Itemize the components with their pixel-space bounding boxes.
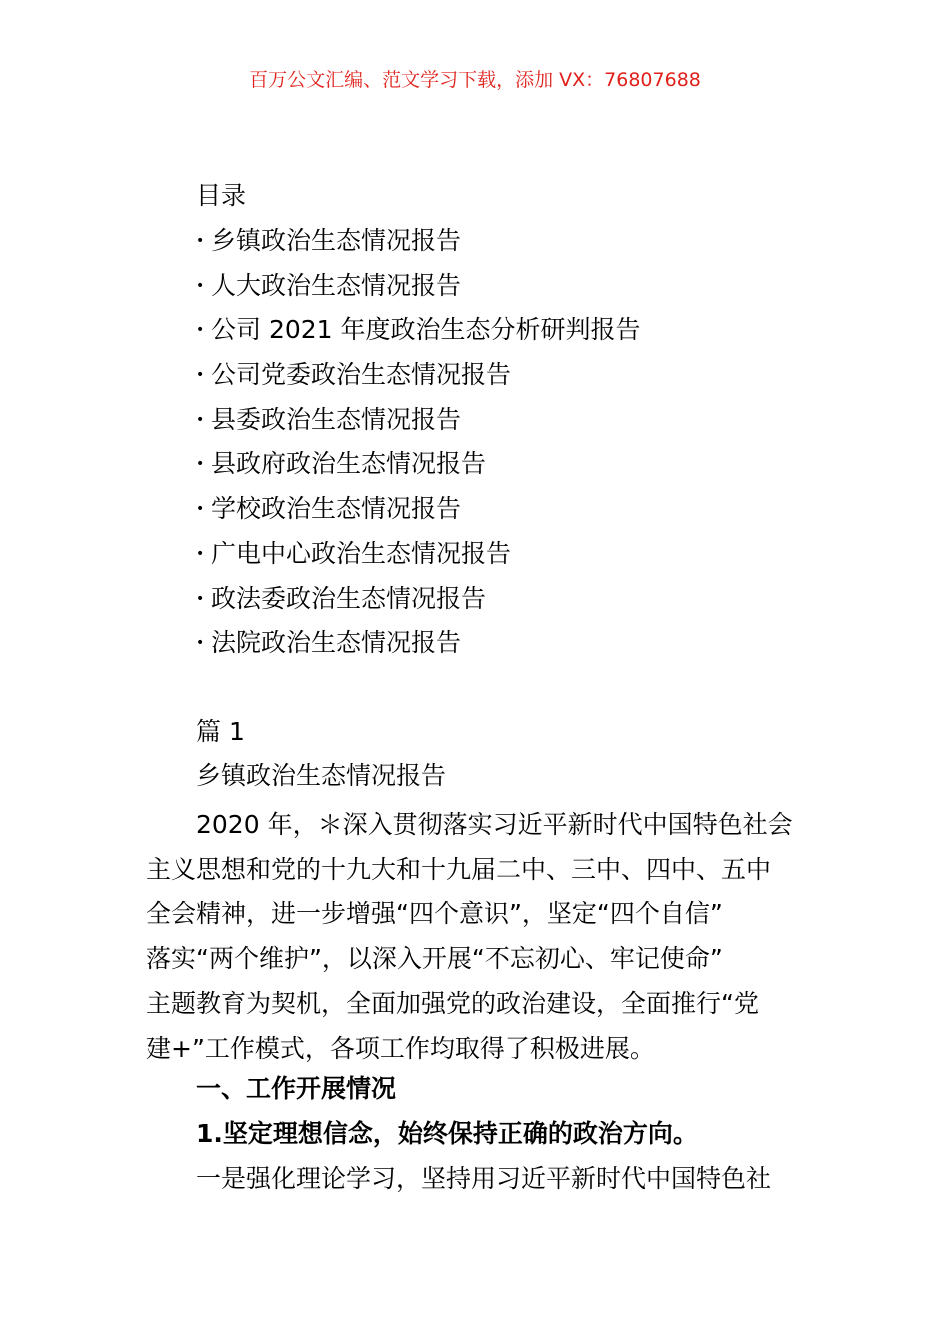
toc-item-label: 政法委政治生态情况报告	[211, 583, 487, 613]
watermark-header: 百万公文汇编、范文学习下载，添加 VX：76807688	[249, 69, 701, 91]
toc-item-label: 学校政治生态情况报告	[211, 494, 462, 524]
table-of-contents	[196, 223, 641, 670]
toc-item	[196, 268, 641, 313]
paragraph-line: 2020 年，＊深入贯彻落实习近平新时代中国特色社会	[196, 810, 793, 839]
paragraph-start: 一是强化理论学习，坚持用习近平新时代中国特色社	[196, 1164, 772, 1193]
paragraph-line: 主题教育为契机，全面加强党的政治建设，全面推行“党	[146, 988, 759, 1018]
toc-item-label: 县政府政治生态情况报告	[211, 449, 487, 479]
intro-paragraph	[146, 803, 810, 1071]
bullet-icon: •	[196, 456, 205, 473]
toc-item	[196, 223, 641, 268]
toc-item-label: 广电中心政治生态情况报告	[211, 538, 512, 568]
toc-item	[196, 357, 641, 402]
toc-item	[196, 402, 641, 447]
paragraph-line: 落实“两个维护”，以深入开展“不忘初心、牢记使命”	[146, 944, 723, 974]
bullet-icon: •	[196, 590, 205, 607]
bullet-icon: •	[196, 277, 205, 294]
bullet-icon: •	[196, 233, 205, 249]
toc-item-label: 法院政治生态情况报告	[211, 628, 462, 658]
toc-item-label: 公司党委政治生态情况报告	[211, 360, 512, 390]
section-heading: 一、工作开展情况	[196, 1074, 397, 1103]
paragraph-line: 主义思想和党的十九大和十九届二中、三中、四中、五中	[146, 854, 772, 884]
paragraph-line: 建+”工作模式，各项工作均取得了积极进展。	[146, 1033, 655, 1063]
toc-item	[196, 625, 641, 670]
subsection-heading: 1.坚定理想信念，始终保持正确的政治方向。	[196, 1119, 698, 1148]
bullet-icon: •	[196, 545, 205, 562]
paragraph-line: 全会精神，进一步增强“四个意识”，坚定“四个自信”	[146, 899, 723, 929]
toc-item	[196, 536, 641, 581]
chapter-label: 篇 1	[196, 717, 245, 746]
toc-item-label: 乡镇政治生态情况报告	[211, 226, 462, 255]
bullet-icon: •	[196, 367, 205, 384]
toc-item	[196, 581, 641, 626]
bullet-icon: •	[196, 501, 205, 518]
toc-item-label: 公司 2021 年度政治生态分析研判报告	[211, 315, 641, 345]
toc-title: 目录	[196, 181, 247, 210]
toc-item	[196, 312, 641, 357]
bullet-icon: •	[196, 635, 205, 652]
toc-item-label: 县委政治生态情况报告	[211, 404, 462, 434]
toc-item-label: 人大政治生态情况报告	[211, 270, 462, 300]
bullet-icon: •	[196, 322, 205, 339]
toc-item	[196, 491, 641, 536]
bullet-icon: •	[196, 411, 205, 428]
toc-item	[196, 446, 641, 491]
document-title: 乡镇政治生态情况报告	[196, 761, 447, 790]
